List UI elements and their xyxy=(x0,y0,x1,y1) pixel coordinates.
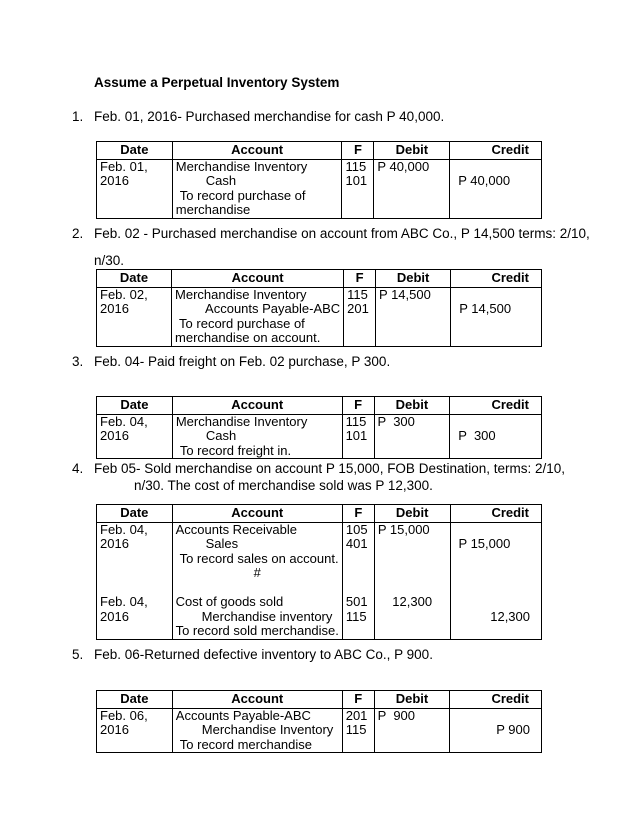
item-number: 1. xyxy=(72,109,84,124)
cell-line: # xyxy=(253,565,261,580)
entry-folio xyxy=(342,708,374,753)
line-spacer xyxy=(100,552,169,567)
header-f: F xyxy=(342,397,374,415)
transaction-1 xyxy=(72,107,592,127)
cell-line: Feb. 04, xyxy=(100,594,148,609)
cell-line: 2016 xyxy=(100,301,129,316)
transaction-2 xyxy=(72,224,592,271)
cell-line: Cash xyxy=(205,428,237,443)
transaction-5 xyxy=(72,645,592,665)
header-account: Account xyxy=(172,397,342,415)
journal-entry-row xyxy=(97,708,542,753)
cell-line: 115 xyxy=(345,413,367,429)
cell-line: 12,300 xyxy=(392,594,433,609)
entry-account xyxy=(172,414,342,459)
entry-folio xyxy=(342,159,374,218)
cell-line: 201 xyxy=(345,707,368,723)
entry-debit xyxy=(374,708,450,753)
cell-line: P 40,000 xyxy=(458,173,511,188)
journal-table-3 xyxy=(96,396,542,459)
cell-line: 2016 xyxy=(100,608,129,624)
header-debit: Debit xyxy=(374,691,450,709)
cell-line: 2016 xyxy=(100,173,129,188)
entry-credit xyxy=(450,522,541,639)
header-account: Account xyxy=(172,142,342,160)
item-text-continued: n/30. The cost of merchandise sold was P 12,300. xyxy=(134,478,433,493)
cell-line: Merchandise Inventory xyxy=(201,722,334,737)
cell-line: To record merchandise xyxy=(179,736,313,752)
cell-line: Feb. 02, xyxy=(100,286,148,302)
header-date: Date xyxy=(97,505,173,523)
cell-line: Merchandise inventory xyxy=(201,608,333,624)
cell-line: 12,300 xyxy=(490,608,530,624)
journal-table-5 xyxy=(96,690,542,753)
cell-line: Merchandise Inventory xyxy=(175,413,308,429)
item-number: 3. xyxy=(72,354,84,369)
header-credit: Credit xyxy=(451,270,542,288)
header-credit: Credit xyxy=(450,505,541,523)
header-credit: Credit xyxy=(450,691,542,709)
cell-line: To record freight in. xyxy=(179,442,292,458)
cell-line: Accounts Payable-ABC xyxy=(205,301,341,316)
journal-entry-row xyxy=(97,287,542,346)
item-text: Feb. 02 - Purchased merchandise on account from ABC Co., P 14,500 terms: 2/10, xyxy=(94,226,590,241)
entry-debit xyxy=(374,522,450,639)
line-spacer xyxy=(458,160,538,175)
line-spacer xyxy=(459,523,538,538)
cell-line: 101 xyxy=(345,173,368,188)
cell-line: To record sold merchandise. xyxy=(175,623,339,638)
entry-date xyxy=(97,708,173,753)
line-spacer xyxy=(378,552,447,567)
entry-credit xyxy=(450,708,542,753)
line-spacer xyxy=(346,566,371,581)
journal-table-4 xyxy=(96,504,542,640)
entry-debit xyxy=(374,414,450,459)
line-spacer xyxy=(459,288,538,303)
table-header-row xyxy=(97,397,542,415)
cell-line: 105 xyxy=(345,521,368,537)
cell-line: To record purchase of xyxy=(179,315,305,331)
cell-line: 115 xyxy=(345,722,367,737)
entry-account xyxy=(172,522,342,639)
cell-line: 2016 xyxy=(100,428,129,443)
cell-line: merchandise xyxy=(175,202,251,217)
entry-account xyxy=(172,159,342,218)
line-spacer xyxy=(378,537,447,552)
item-text: Feb 05- Sold merchandise on account P 15,000, FOB Destination, terms: 2/10, xyxy=(94,461,566,476)
cell-line: P 15,000 xyxy=(458,536,511,551)
line-spacer xyxy=(459,552,538,567)
cell-line: Feb. 04, xyxy=(100,521,148,537)
page-heading: Assume a Perpetual Inventory System xyxy=(94,75,340,90)
cell-line: 501 xyxy=(345,594,368,609)
line-spacer xyxy=(378,581,447,596)
journal-table-1 xyxy=(96,141,542,219)
cell-line: Feb. 04, xyxy=(100,413,148,429)
cell-line: P 15,000 xyxy=(377,521,430,537)
header-date: Date xyxy=(97,397,173,415)
cell-line: To record sales on account. xyxy=(179,550,339,566)
table-header-row xyxy=(97,142,542,160)
item-number: 2. xyxy=(72,226,84,241)
cell-line: Merchandise Inventory xyxy=(175,158,308,174)
cell-line: 201 xyxy=(347,301,369,316)
entry-folio xyxy=(344,287,376,346)
line-spacer xyxy=(378,566,447,581)
entry-account xyxy=(172,708,342,753)
cell-line: Cost of goods sold xyxy=(175,594,284,609)
cell-line: Accounts Payable-ABC xyxy=(175,707,311,723)
entry-credit xyxy=(451,287,542,346)
table-header-row xyxy=(97,691,542,709)
transaction-3 xyxy=(72,352,592,372)
header-f: F xyxy=(342,691,374,709)
line-spacer xyxy=(459,566,538,581)
item-text: Feb. 01, 2016- Purchased merchandise for cash P 40,000. xyxy=(94,109,445,124)
entry-folio xyxy=(342,522,374,639)
header-debit: Debit xyxy=(374,505,450,523)
line-spacer xyxy=(100,566,169,581)
journal-entry-row xyxy=(97,522,542,639)
line-spacer xyxy=(176,581,339,596)
cell-line: 115 xyxy=(345,608,367,624)
item-number: 4. xyxy=(72,461,84,476)
cell-line: To record purchase of xyxy=(179,187,306,203)
entry-credit xyxy=(450,159,542,218)
header-credit: Credit xyxy=(450,142,542,160)
header-f: F xyxy=(344,270,376,288)
cell-line: P 300 xyxy=(458,428,496,443)
journal-entry-row xyxy=(97,159,542,218)
cell-line: 115 xyxy=(345,158,367,174)
entry-date xyxy=(97,522,173,639)
transaction-4 xyxy=(72,459,592,496)
cell-line: Sales xyxy=(205,536,239,551)
header-date: Date xyxy=(97,270,172,288)
cell-line: Feb. 01, xyxy=(100,158,148,174)
cell-line: P 300 xyxy=(377,413,415,429)
cell-line: Merchandise Inventory xyxy=(175,286,307,302)
table-header-row xyxy=(97,270,542,288)
header-f: F xyxy=(342,142,374,160)
cell-line: Accounts Receivable xyxy=(175,521,297,537)
line-spacer xyxy=(346,581,371,596)
item-text-continued: n/30. xyxy=(94,253,125,268)
header-date: Date xyxy=(97,691,173,709)
header-account: Account xyxy=(172,691,342,709)
cell-line: 401 xyxy=(345,536,368,551)
cell-line: P 900 xyxy=(496,722,530,737)
cell-line: P 14,500 xyxy=(379,286,431,302)
cell-line: Cash xyxy=(205,173,237,188)
header-f: F xyxy=(342,505,374,523)
entry-date xyxy=(97,159,173,218)
entry-account xyxy=(172,287,344,346)
line-spacer xyxy=(458,415,538,430)
cell-line: 115 xyxy=(347,286,368,302)
header-account: Account xyxy=(172,270,344,288)
entry-date xyxy=(97,414,173,459)
line-spacer xyxy=(459,595,538,610)
cell-line: merchandise on account. xyxy=(175,330,321,345)
header-credit: Credit xyxy=(450,397,542,415)
line-spacer xyxy=(459,581,538,596)
cell-line: P 14,500 xyxy=(459,301,512,316)
cell-line: P 40,000 xyxy=(377,158,430,174)
cell-line: 2016 xyxy=(100,722,129,737)
header-debit: Debit xyxy=(374,142,450,160)
line-spacer xyxy=(100,581,169,596)
item-number: 5. xyxy=(72,647,84,662)
entry-debit xyxy=(374,159,450,218)
header-debit: Debit xyxy=(374,397,450,415)
cell-line: 2016 xyxy=(100,536,129,551)
header-account: Account xyxy=(172,505,342,523)
journal-entry-row xyxy=(97,414,542,459)
entry-debit xyxy=(376,287,451,346)
cell-line: P 900 xyxy=(377,707,416,723)
item-text: Feb. 06-Returned defective inventory to ABC Co., P 900. xyxy=(94,647,433,662)
table-header-row xyxy=(97,505,542,523)
cell-line: 101 xyxy=(345,428,368,443)
line-spacer xyxy=(453,709,538,724)
entry-credit xyxy=(450,414,542,459)
item-text: Feb. 04- Paid freight on Feb. 02 purchase, P 300. xyxy=(94,354,391,369)
cell-line: Feb. 06, xyxy=(100,707,148,723)
journal-table-2 xyxy=(96,269,542,347)
entry-date xyxy=(97,287,172,346)
header-date: Date xyxy=(97,142,173,160)
line-spacer xyxy=(346,552,371,567)
entry-folio xyxy=(342,414,374,459)
header-debit: Debit xyxy=(376,270,451,288)
